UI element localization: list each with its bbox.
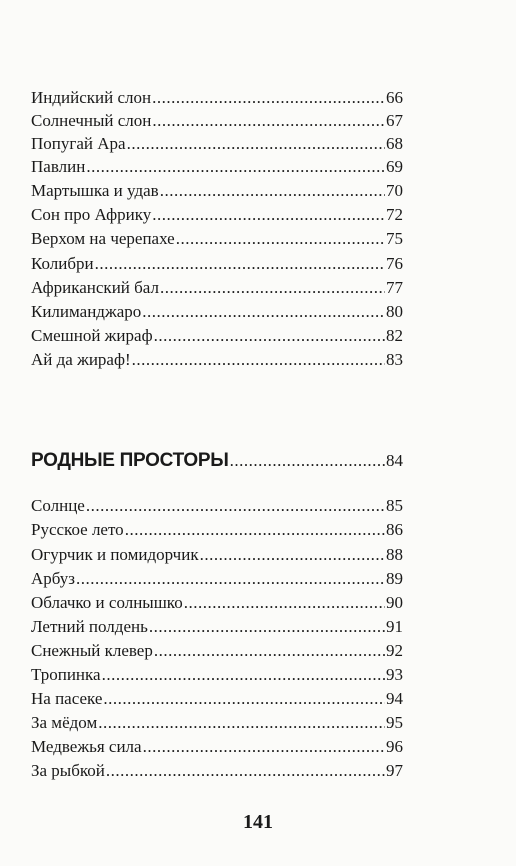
toc-entry: [31, 760, 403, 782]
toc-entry-title: Африканский бал: [31, 278, 159, 297]
toc-entry: [31, 325, 403, 347]
dot-leader: [160, 277, 385, 299]
dot-leader: [152, 87, 385, 109]
toc-entry-title: Колибри: [31, 254, 94, 273]
dot-leader: [127, 133, 385, 155]
toc-entry-title: Снежный клевер: [31, 641, 153, 660]
toc-entry-title: Попугай Ара: [31, 134, 126, 153]
dot-leader: [125, 519, 385, 541]
dot-leader: [149, 616, 385, 638]
toc-entry: [31, 736, 403, 758]
toc-entry-title: За рыбкой: [31, 761, 105, 780]
toc-entry: [31, 204, 403, 226]
toc-entry-page: 75: [386, 229, 403, 248]
toc-entry: [31, 664, 403, 686]
toc-entry-title: Верхом на черепахе: [31, 229, 175, 248]
dot-leader: [200, 544, 385, 566]
toc-entry-title: Медвежья сила: [31, 737, 142, 756]
toc-entry-title: Огурчик и помидорчик: [31, 545, 199, 564]
toc-entry-page: 80: [386, 302, 403, 321]
toc-entry-page: 76: [386, 254, 403, 273]
toc-entry: [31, 253, 403, 275]
dot-leader: [143, 736, 385, 758]
toc-entry-title: Мартышка и удав: [31, 181, 159, 200]
dot-leader: [154, 325, 385, 347]
dot-leader: [86, 495, 385, 517]
toc-entry-page: 68: [386, 134, 403, 153]
toc-entry-page: 85: [386, 496, 403, 515]
toc-entry: [31, 688, 403, 710]
toc-entry-title: Индийский слон: [31, 88, 152, 107]
toc-entry-page: 86: [386, 520, 403, 539]
toc-entry: [31, 712, 403, 734]
dot-leader: [98, 712, 385, 734]
toc-entry: [31, 592, 403, 614]
toc-entry-title: Солнечный слон: [31, 111, 152, 130]
toc-entry-page: 97: [386, 761, 403, 780]
toc-entry-page: 82: [386, 326, 403, 345]
toc-entry-title: Павлин: [31, 157, 86, 176]
toc-entry-page: 94: [386, 689, 403, 708]
toc-entry: [31, 277, 403, 299]
toc-entry: [31, 301, 403, 323]
toc-entry-page: 69: [386, 157, 403, 176]
toc-entry: [31, 110, 403, 132]
toc-entry-page: 96: [386, 737, 403, 756]
toc-entry: [31, 87, 403, 109]
page-number: 141: [243, 811, 273, 833]
toc-entry: [31, 495, 403, 517]
dot-leader: [95, 253, 385, 275]
toc-entry: [31, 133, 403, 155]
dot-leader: [230, 448, 385, 474]
toc-entry-title: Сон про Африку: [31, 205, 152, 224]
toc-entry-title: Арбуз: [31, 569, 75, 588]
dot-leader: [106, 760, 385, 782]
toc-entry-title: На пасеке: [31, 689, 103, 708]
toc-entry: [31, 519, 403, 541]
toc-entry-page: 77: [386, 278, 403, 297]
dot-leader: [142, 301, 385, 323]
dot-leader: [132, 349, 385, 371]
dot-leader: [76, 568, 385, 590]
toc-entry: [31, 640, 403, 662]
toc-entry-title: Килиманджаро: [31, 302, 142, 321]
toc-entry-page: 95: [386, 713, 403, 732]
dot-leader: [152, 204, 385, 226]
toc-entry: [31, 228, 403, 250]
dot-leader: [102, 664, 385, 686]
toc-entry-page: 90: [386, 593, 403, 612]
dot-leader: [86, 156, 385, 178]
toc-entry: [31, 349, 403, 371]
toc-entry-title: Летний полдень: [31, 617, 148, 636]
toc-entry-title: Ай да жираф!: [31, 350, 131, 369]
dot-leader: [184, 592, 385, 614]
toc-entry-title: Русское лето: [31, 520, 124, 539]
toc-entry-page: 92: [386, 641, 403, 660]
toc-entry: [31, 180, 403, 202]
dot-leader: [103, 688, 385, 710]
toc-entry: [31, 568, 403, 590]
toc-entry-title: Тропинка: [31, 665, 101, 684]
section-page: 84: [386, 451, 403, 470]
toc-entry-page: 89: [386, 569, 403, 588]
toc-entry-page: 83: [386, 350, 403, 369]
toc-entry-title: Облачко и солнышко: [31, 593, 183, 612]
toc-entry: [31, 544, 403, 566]
toc-entry-page: 67: [386, 111, 403, 130]
toc-entry: [31, 616, 403, 638]
toc-entry-title: За мёдом: [31, 713, 98, 732]
toc-entry-page: 66: [386, 88, 403, 107]
toc-entry-page: 70: [386, 181, 403, 200]
section-heading: [31, 448, 403, 474]
toc-entry-title: Смешной жираф: [31, 326, 153, 345]
toc-entry: [31, 156, 403, 178]
toc-entry-page: 88: [386, 545, 403, 564]
toc-entry-page: 93: [386, 665, 403, 684]
section-title: РОДНЫЕ ПРОСТОРЫ: [31, 450, 229, 471]
toc-entry-page: 91: [386, 617, 403, 636]
dot-leader: [160, 180, 385, 202]
dot-leader: [152, 110, 385, 132]
dot-leader: [176, 228, 385, 250]
toc-entry-title: Солнце: [31, 496, 85, 515]
toc-entry-page: 72: [386, 205, 403, 224]
dot-leader: [154, 640, 385, 662]
